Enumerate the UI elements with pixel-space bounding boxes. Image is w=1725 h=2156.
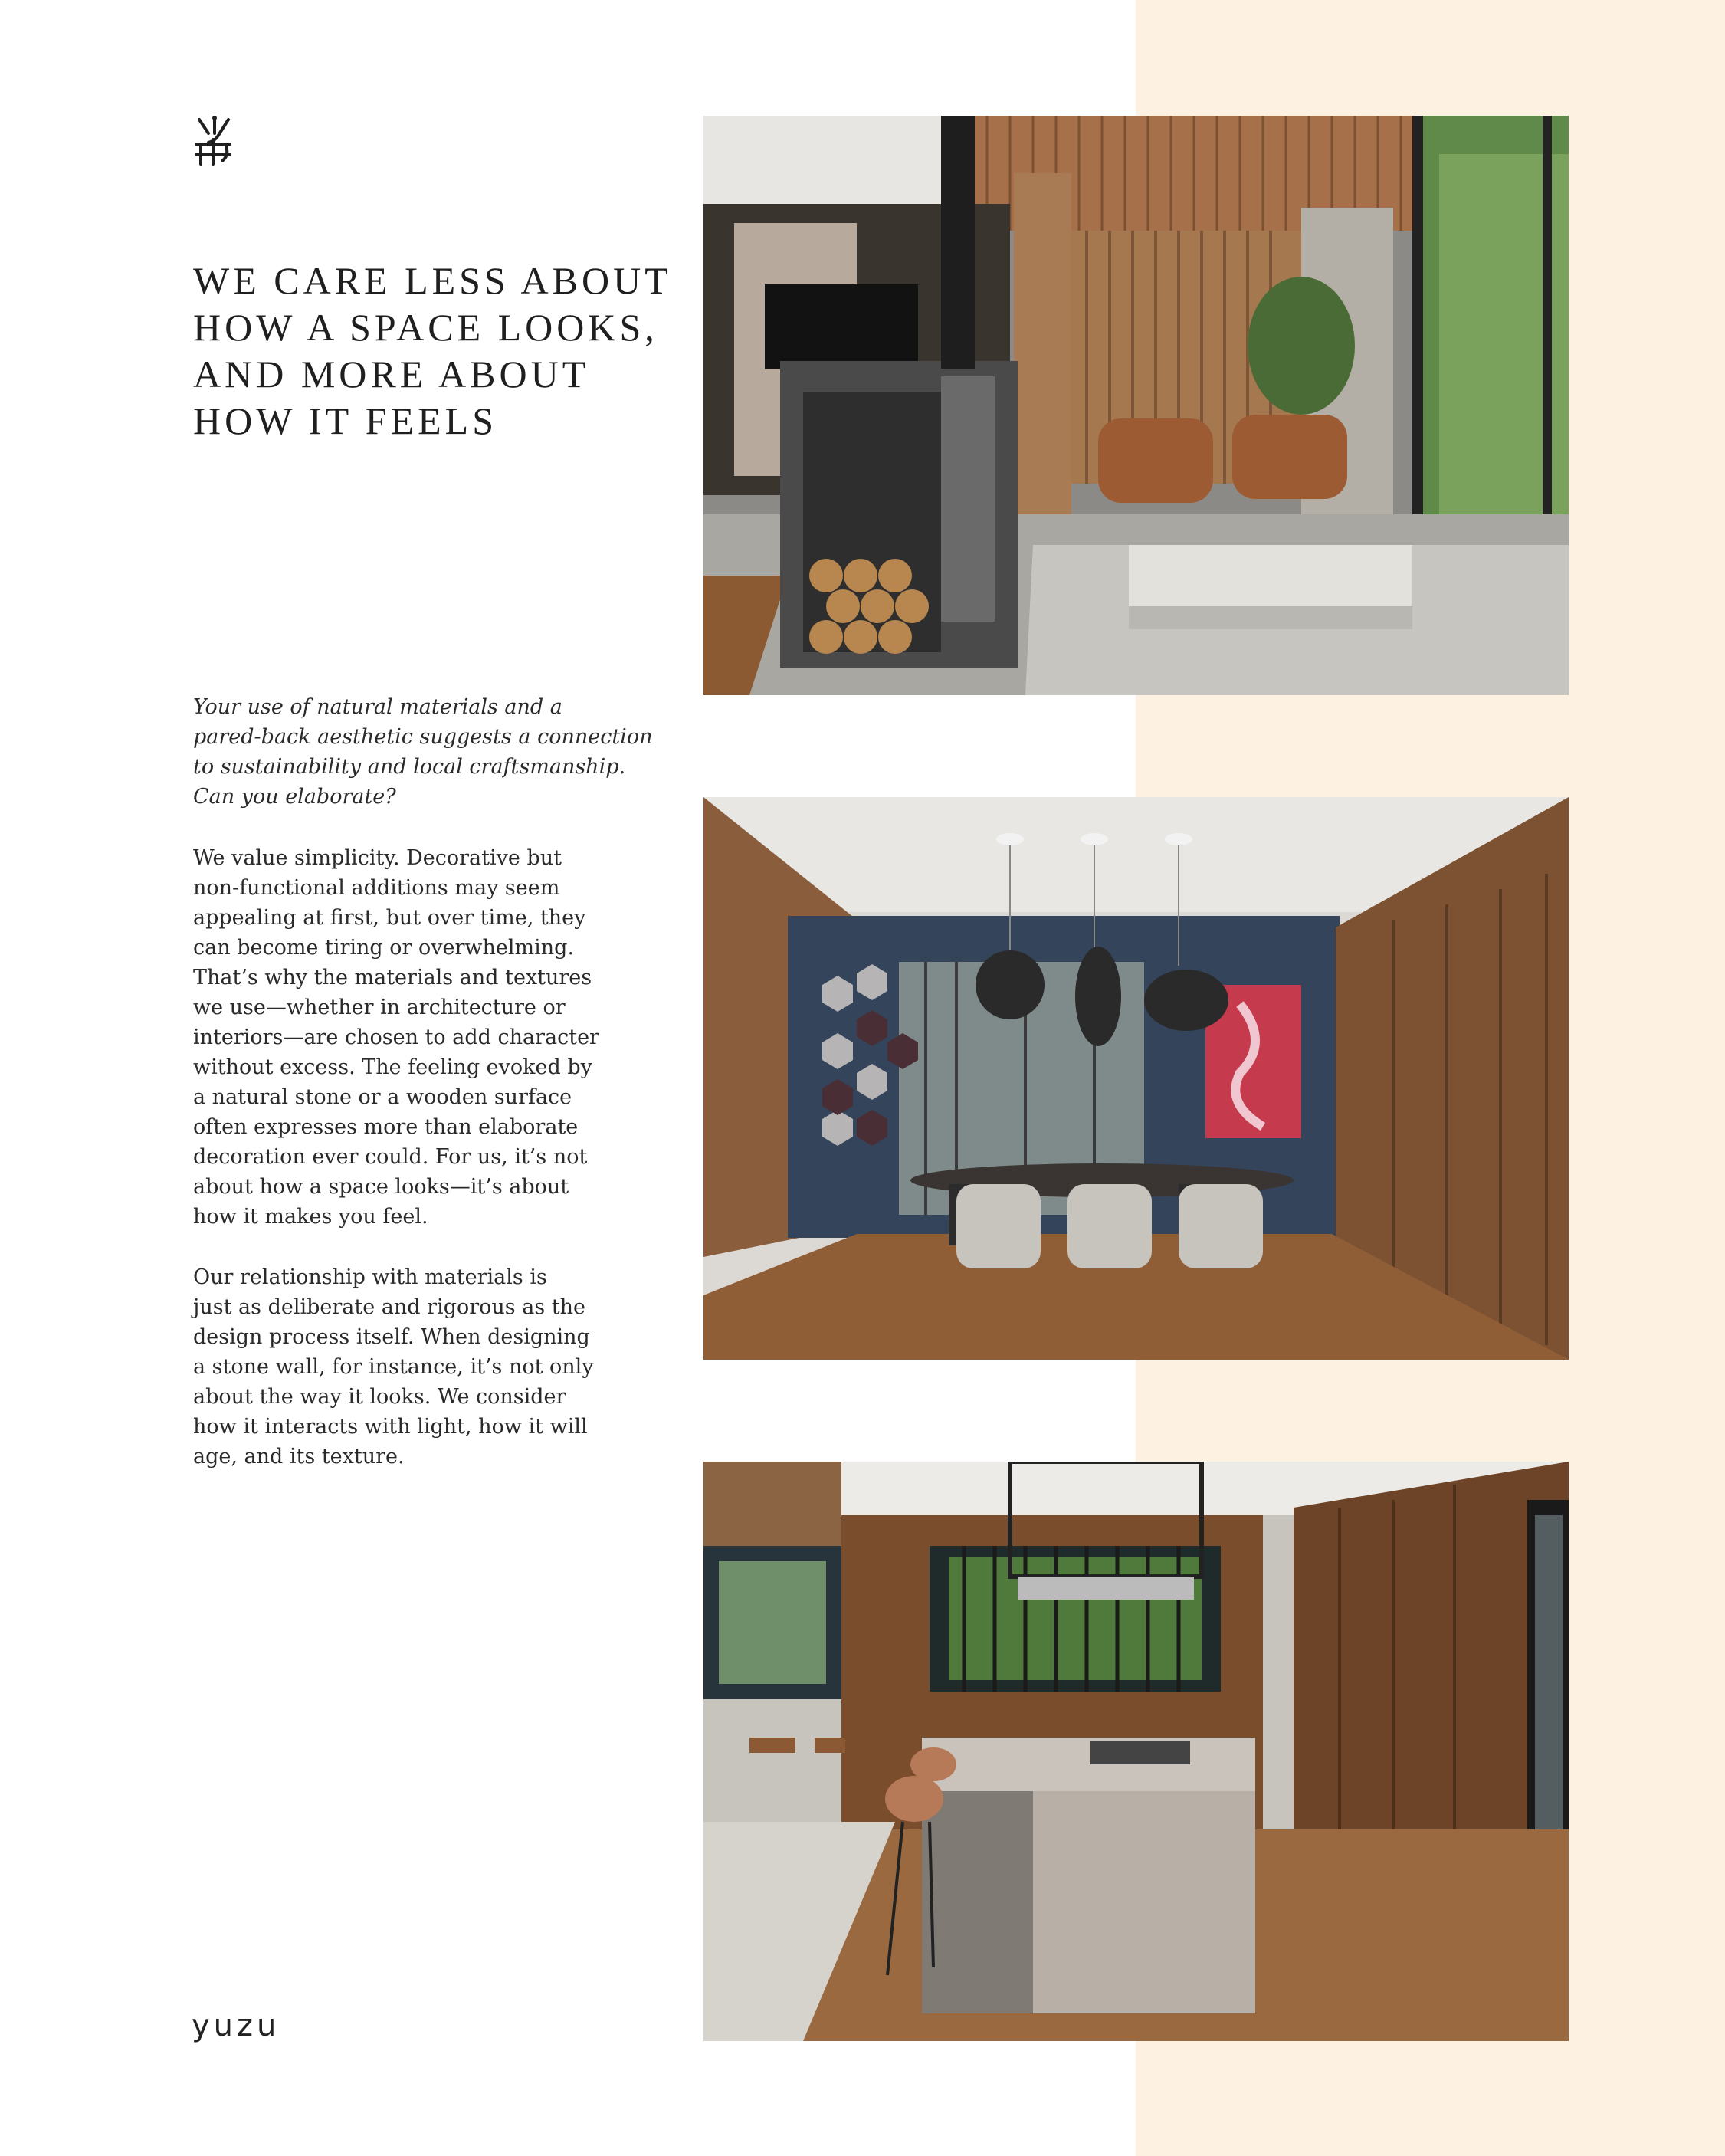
text-line: without excess. The feeling evoked by xyxy=(193,1055,592,1079)
text-line: age, and its texture. xyxy=(193,1445,405,1469)
text-line: can become tiring or overwhelming. xyxy=(193,936,575,960)
yuzu-logo-icon xyxy=(192,113,238,167)
dining-room-photo xyxy=(703,797,1569,1360)
text-line: interiors—are chosen to add character xyxy=(193,1025,599,1049)
text-line: we use—whether in architecture or xyxy=(193,996,566,1019)
text-line: non-functional additions may seem xyxy=(193,876,560,900)
headline-line: HOW A SPACE LOOKS, xyxy=(193,306,658,349)
question-line: pared-back aesthetic suggests a connection xyxy=(193,725,653,749)
interview-question xyxy=(193,692,653,812)
headline-line: AND MORE ABOUT xyxy=(193,353,590,395)
text-line: how it makes you feel. xyxy=(193,1205,428,1229)
answer-paragraph-2 xyxy=(193,1262,638,1472)
text-line: about the way it looks. We consider xyxy=(193,1385,566,1409)
text-line: design process itself. When designing xyxy=(193,1325,590,1349)
text-line: often expresses more than elaborate xyxy=(193,1115,579,1139)
text-line: We value simplicity. Decorative but xyxy=(193,846,562,870)
text-line: That’s why the materials and textures xyxy=(193,966,592,989)
text-line: just as deliberate and rigorous as the xyxy=(193,1295,585,1319)
headline-line: HOW IT FEELS xyxy=(193,399,498,442)
question-line: to sustainability and local craftsmanship. xyxy=(193,755,626,779)
kitchen-photo xyxy=(703,1462,1569,2041)
text-line: decoration ever could. For us, it’s not xyxy=(193,1145,588,1169)
question-line: Can you elaborate? xyxy=(193,785,396,809)
headline xyxy=(193,258,684,445)
text-line: a stone wall, for instance, it’s not only xyxy=(193,1355,594,1379)
headline-line: WE CARE LESS ABOUT xyxy=(193,259,672,302)
text-line: how it interacts with light, how it will xyxy=(193,1415,588,1439)
footer-brand: yuzu xyxy=(192,2008,280,2043)
text-line: about how a space looks—it’s about xyxy=(193,1175,569,1199)
question-line: Your use of natural materials and a xyxy=(193,695,562,719)
text-line: Our relationship with materials is xyxy=(193,1265,547,1289)
answer-paragraph-1 xyxy=(193,843,638,1232)
text-line: appealing at first, but over time, they xyxy=(193,906,586,930)
text-line: a natural stone or a wooden surface xyxy=(193,1085,572,1109)
living-room-photo xyxy=(703,116,1569,695)
